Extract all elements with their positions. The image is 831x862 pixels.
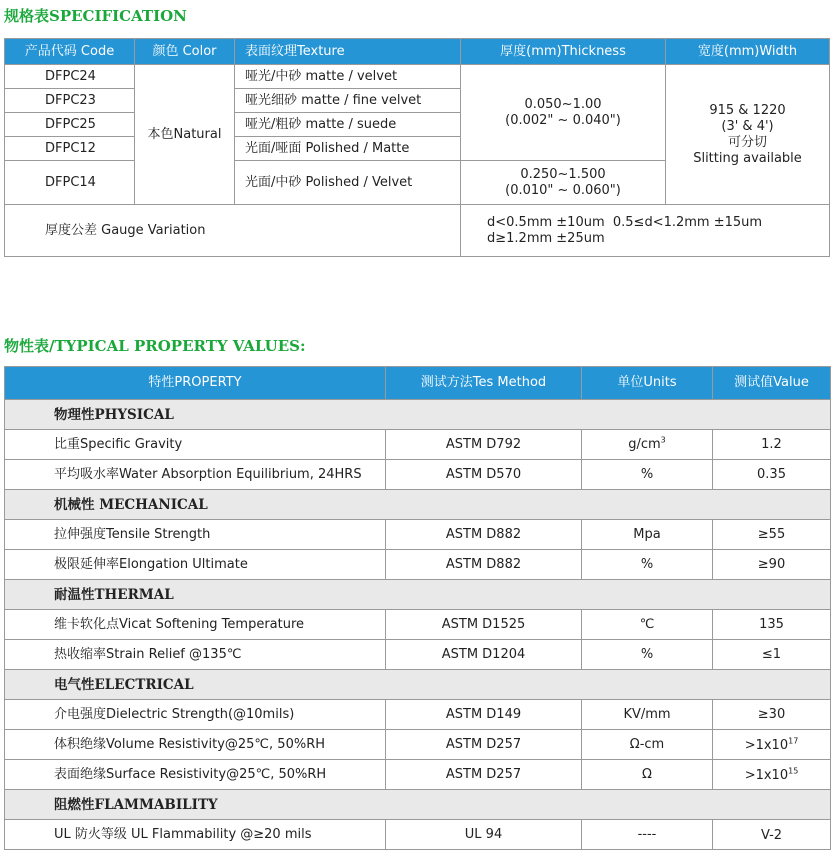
table-row (5, 700, 831, 730)
gauge-line1: d<0.5mm ±10um 0.5≤d<1.2mm ±15um (487, 214, 763, 230)
test-method: ASTM D149 (386, 700, 582, 730)
product-code: DFPC14 (5, 161, 135, 205)
unit-cell: % (582, 460, 713, 490)
property-name: 平均吸水率Water Absorption Equilibrium, 24HRS (5, 460, 386, 490)
header-width: 宽度(mm)Width (666, 39, 830, 65)
value-cell: ≥90 (713, 550, 831, 580)
header-method: 测试方法Tes Method (386, 367, 582, 400)
width-line3: 可分切 (727, 134, 767, 150)
property-name: UL 防火等级 UL Flammability @≥20 mils (5, 820, 386, 850)
texture-cell: 哑光/粗砂 matte / suede (235, 113, 461, 137)
texture-cell: 哑光细砂 matte / fine velvet (235, 89, 461, 113)
value-cell: 0.35 (713, 460, 831, 490)
specification-table (4, 38, 830, 257)
table-row (5, 730, 831, 760)
unit-superscript: 3 (660, 435, 666, 445)
table-row (5, 550, 831, 580)
unit-cell: ℃ (582, 610, 713, 640)
category-row (5, 490, 831, 520)
header-texture: 表面纹理Texture (235, 39, 461, 65)
unit-cell: Ω (582, 760, 713, 790)
table-row (5, 65, 830, 89)
header-property: 特性PROPERTY (5, 367, 386, 400)
property-name: 介电强度Dielectric Strength(@10mils) (5, 700, 386, 730)
table-row (5, 610, 831, 640)
value-cell: V-2 (713, 820, 831, 850)
product-code: DFPC25 (5, 113, 135, 137)
thickness-b-line1: 0.250~1.500 (520, 166, 606, 182)
gauge-row (5, 205, 830, 257)
spec-section-title: 规格表SPECIFICATION (4, 7, 187, 25)
category-row (5, 580, 831, 610)
header-color: 颜色 Color (135, 39, 235, 65)
value-cell (713, 760, 831, 790)
unit-cell (582, 430, 713, 460)
property-name: 体积绝缘Volume Resistivity@25℃, 50%RH (5, 730, 386, 760)
width-cell (666, 65, 830, 205)
test-method: ASTM D257 (386, 730, 582, 760)
width-line4: Slitting available (693, 150, 802, 166)
table-row (5, 430, 831, 460)
header-thickness: 厚度(mm)Thickness (461, 39, 666, 65)
thickness-a-line2: (0.002" ~ 0.040") (505, 112, 621, 128)
property-table (4, 366, 831, 850)
test-method: ASTM D1525 (386, 610, 582, 640)
test-method: UL 94 (386, 820, 582, 850)
texture-cell: 光面/中砂 Polished / Velvet (235, 161, 461, 205)
value-exponent: 15 (788, 766, 799, 776)
unit-text: g/cm (628, 436, 661, 452)
category-row (5, 400, 831, 430)
property-name: 极限延伸率Elongation Ultimate (5, 550, 386, 580)
test-method: ASTM D570 (386, 460, 582, 490)
table-row (5, 760, 831, 790)
unit-cell: % (582, 550, 713, 580)
value-text: >1x10 (744, 738, 789, 753)
test-method: ASTM D882 (386, 550, 582, 580)
value-cell: 1.2 (713, 430, 831, 460)
value-cell: ≤1 (713, 640, 831, 670)
unit-cell: Mpa (582, 520, 713, 550)
thickness-range-a (461, 65, 666, 161)
spec-header-row (5, 39, 830, 65)
table-row (5, 820, 831, 850)
thickness-a-line1: 0.050~1.00 (524, 96, 602, 112)
thickness-b-line2: (0.010" ~ 0.060") (505, 182, 621, 198)
table-row (5, 640, 831, 670)
property-name: 拉伸强度Tensile Strength (5, 520, 386, 550)
category-mechanical: 机械性 MECHANICAL (5, 490, 831, 520)
property-name: 维卡软化点Vicat Softening Temperature (5, 610, 386, 640)
table-row (5, 520, 831, 550)
product-code: DFPC24 (5, 65, 135, 89)
color-cell: 本色Natural (135, 65, 235, 205)
props-section-title: 物性表/TYPICAL PROPERTY VALUES: (4, 337, 306, 355)
value-text: >1x10 (744, 768, 789, 783)
property-name: 表面绝缘Surface Resistivity@25℃, 50%RH (5, 760, 386, 790)
test-method: ASTM D257 (386, 760, 582, 790)
thickness-range-b (461, 161, 666, 205)
value-exponent: 17 (788, 736, 799, 746)
value-cell (713, 730, 831, 760)
product-code: DFPC12 (5, 137, 135, 161)
property-name: 比重Specific Gravity (5, 430, 386, 460)
texture-cell: 光面/哑面 Polished / Matte (235, 137, 461, 161)
header-code: 产品代码 Code (5, 39, 135, 65)
value-cell: 135 (713, 610, 831, 640)
texture-cell: 哑光/中砂 matte / velvet (235, 65, 461, 89)
test-method: ASTM D882 (386, 520, 582, 550)
unit-cell: ---- (582, 820, 713, 850)
category-row (5, 670, 831, 700)
value-cell: ≥30 (713, 700, 831, 730)
props-header-row (5, 367, 831, 400)
unit-cell: % (582, 640, 713, 670)
table-row (5, 460, 831, 490)
gauge-line2: d≥1.2mm ±25um (487, 230, 605, 246)
category-physical: 物理性PHYSICAL (5, 400, 831, 430)
property-name: 热收缩率Strain Relief @135℃ (5, 640, 386, 670)
test-method: ASTM D792 (386, 430, 582, 460)
unit-cell: KV/mm (582, 700, 713, 730)
value-cell: ≥55 (713, 520, 831, 550)
gauge-label: 厚度公差 Gauge Variation (5, 205, 461, 257)
width-line1: 915 & 1220 (709, 102, 786, 118)
category-electrical: 电气性ELECTRICAL (5, 670, 831, 700)
gauge-values (461, 205, 830, 257)
product-code: DFPC23 (5, 89, 135, 113)
category-thermal: 耐温性THERMAL (5, 580, 831, 610)
unit-cell: Ω-cm (582, 730, 713, 760)
category-row (5, 790, 831, 820)
header-units: 单位Units (582, 367, 713, 400)
header-value: 测试值Value (713, 367, 831, 400)
category-flammability: 阻燃性FLAMMABILITY (5, 790, 831, 820)
width-line2: (3' & 4') (721, 118, 774, 134)
test-method: ASTM D1204 (386, 640, 582, 670)
